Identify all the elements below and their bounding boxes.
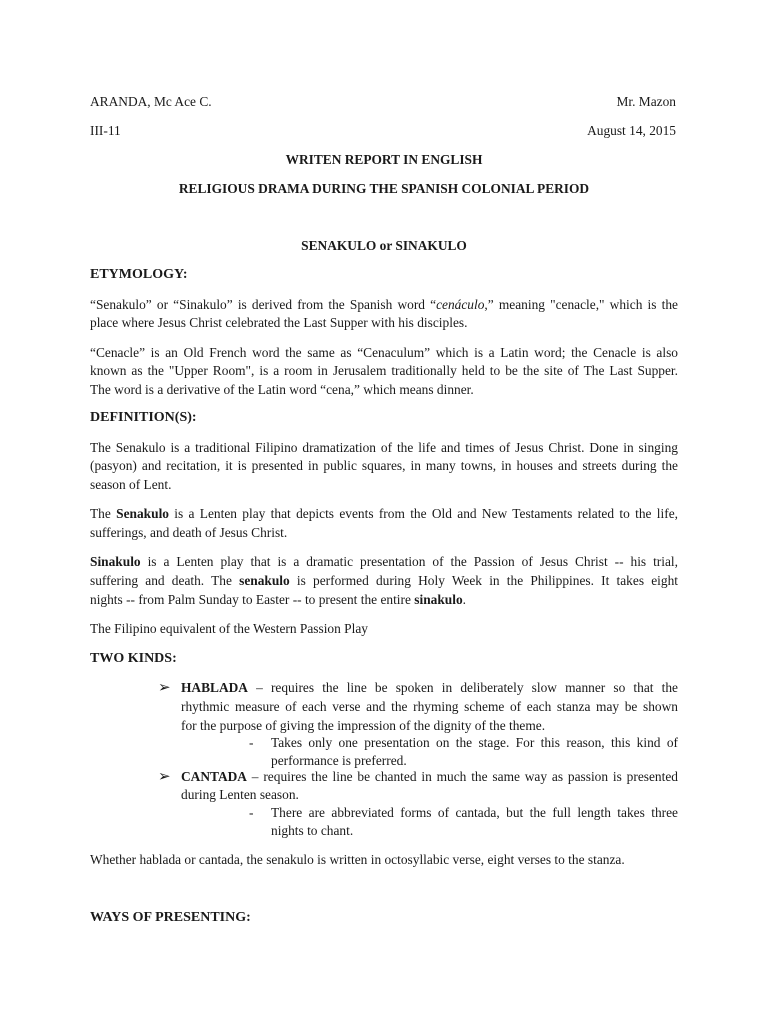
definition-p2-line1: The Senakulo is a Lenten play that depicts events from the Old and New Testaments related to the life, <box>90 506 678 521</box>
dash-bullet-icon: - <box>249 805 254 820</box>
arrow-bullet-icon: ➢ <box>158 680 171 696</box>
cantada-sub-line1: There are abbreviated forms of cantada, but the full length takes three <box>271 805 678 820</box>
topic-title: RELIGIOUS DRAMA DURING THE SPANISH COLONIAL PERIOD <box>178 181 590 196</box>
student-name: ARANDA, Mc Ace C. <box>90 94 212 109</box>
cantada-line1: CANTADA – requires the line be chanted in much the same way as passion is presented <box>181 769 678 784</box>
definition-p1-line1: The Senakulo is a traditional Filipino dramatization of the life and times of Jesus Christ. Done in singing <box>90 440 678 455</box>
section: III-11 <box>90 123 121 138</box>
subject-title: SENAKULO or SINAKULO <box>301 238 467 253</box>
two-kinds-heading: TWO KINDS: <box>90 651 177 666</box>
cantada-sub-line2: nights to chant. <box>271 823 354 838</box>
ways-heading: WAYS OF PRESENTING: <box>90 910 251 925</box>
hablada-sub-line2: performance is preferred. <box>271 753 407 768</box>
etymology-p1-line2: place where Jesus Christ celebrated the Last Supper with his disciples. <box>90 315 468 330</box>
closing-paragraph: Whether hablada or cantada, the senakulo is written in octosyllabic verse, eight verses to the stanza. <box>90 852 625 867</box>
hablada-sub-line1: Takes only one presentation on the stage. For this reason, this kind of <box>271 735 678 750</box>
date: August 14, 2015 <box>587 123 676 138</box>
hablada-line3: for the purpose of giving the impression of the dignity of the theme. <box>181 718 546 733</box>
definitions-heading: DEFINITION(S): <box>90 410 197 425</box>
hablada-line2: rhythmic measure of each verse and the rhyming scheme of each stanza may be shown <box>181 699 678 714</box>
etymology-heading: ETYMOLOGY: <box>90 267 188 282</box>
arrow-bullet-icon: ➢ <box>158 769 171 785</box>
dash-bullet-icon: - <box>249 735 254 750</box>
etymology-p2-line3: The word is a derivative of the Latin word “cena,” which means dinner. <box>90 382 474 397</box>
hablada-line1: HABLADA – requires the line be spoken in deliberately slow manner so that the <box>181 680 678 695</box>
etymology-p2-line1: “Cenacle” is an Old French word the same as “Cenaculum” which is a Latin word; the Cenacle is also <box>90 345 678 360</box>
teacher-name: Mr. Mazon <box>616 94 676 109</box>
report-title: WRITEN REPORT IN ENGLISH <box>285 152 483 167</box>
definition-p4: The Filipino equivalent of the Western Passion Play <box>90 621 368 636</box>
etymology-p1-line1: “Senakulo” or “Sinakulo” is derived from the Spanish word “cenáculo,” meaning "cenacle," which is the <box>90 297 678 312</box>
definition-p1-line3: season of Lent. <box>90 477 172 492</box>
definition-p3-line2: suffering and death. The senakulo is performed during Holy Week in the Philippines. It takes eight <box>90 573 678 588</box>
definition-p3-line1: Sinakulo is a Lenten play that is a dramatic presentation of the Passion of Jesus Christ -- his trial, <box>90 554 678 569</box>
definition-p1-line2: (pasyon) and recitation, it is presented in public squares, in many towns, in houses and streets during the <box>90 458 678 473</box>
etymology-p2-line2: known as the "Upper Room", is a room in Jerusalem traditionally held to be the site of The Last Supper. <box>90 363 678 378</box>
definition-p3-line3: nights -- from Palm Sunday to Easter -- to present the entire sinakulo. <box>90 592 467 607</box>
cantada-line2: during Lenten season. <box>181 787 299 802</box>
definition-p2-line2: sufferings, and death of Jesus Christ. <box>90 525 288 540</box>
